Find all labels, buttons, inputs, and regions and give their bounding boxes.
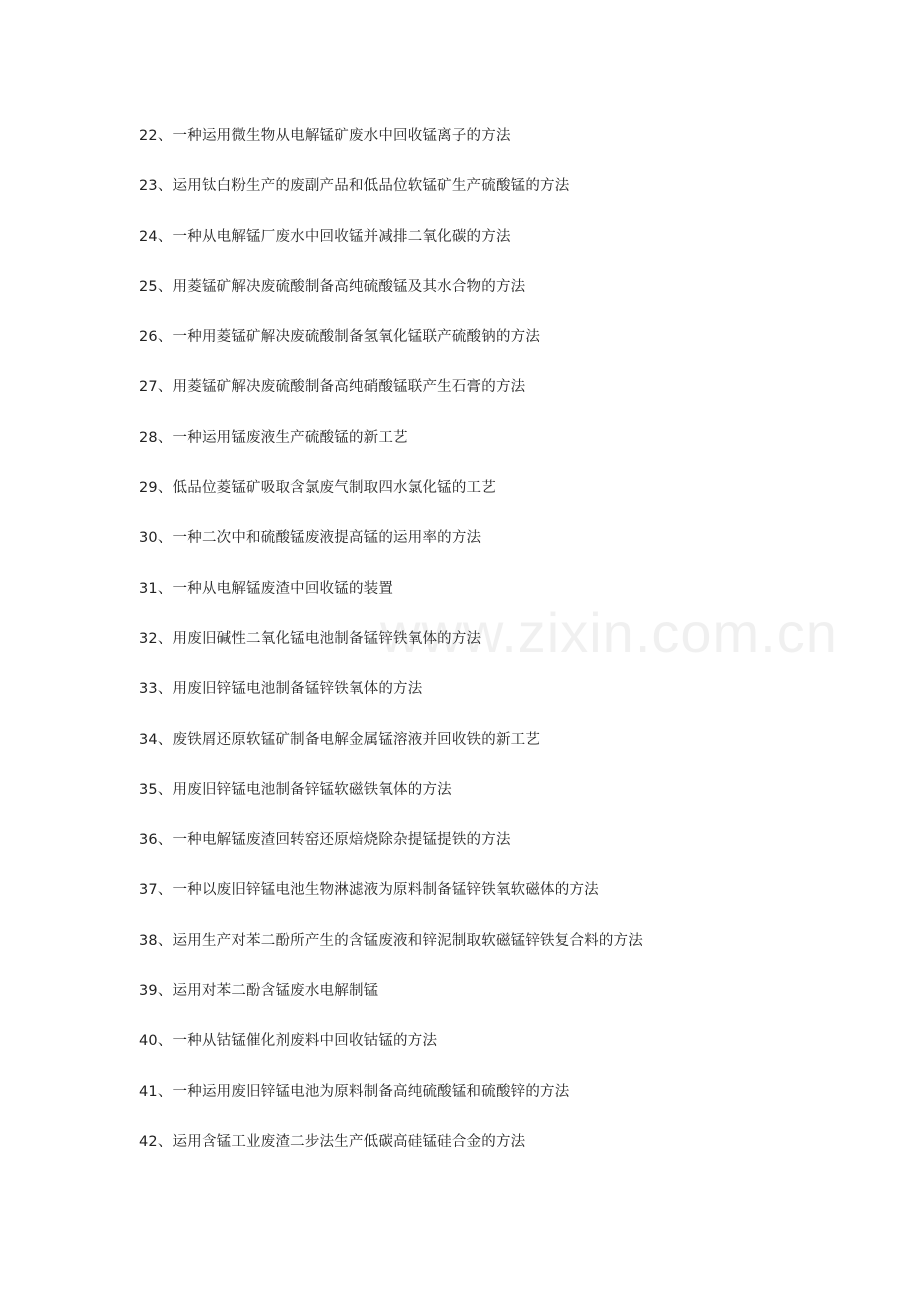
- list-item: 41、一种运用废旧锌锰电池为原料制备高纯硫酸锰和硫酸锌的方法: [139, 1083, 570, 1100]
- list-item: 31、一种从电解锰废渣中回收锰的装置: [139, 580, 394, 597]
- list-item: 42、运用含锰工业废渣二步法生产低碳高硅锰硅合金的方法: [139, 1133, 526, 1150]
- list-item: 24、一种从电解锰厂废水中回收锰并减排二氧化碳的方法: [139, 228, 511, 245]
- list-item: 35、用废旧锌锰电池制备锌锰软磁铁氧体的方法: [139, 781, 452, 798]
- list-item: 33、用废旧锌锰电池制备锰锌铁氧体的方法: [139, 681, 423, 698]
- list-item: 26、一种用菱锰矿解决废硫酸制备氢氧化锰联产硫酸钠的方法: [139, 329, 541, 346]
- list-item: 25、用菱锰矿解决废硫酸制备高纯硫酸锰及其水合物的方法: [139, 278, 526, 295]
- list-item: 27、用菱锰矿解决废硫酸制备高纯硝酸锰联产生石膏的方法: [139, 379, 526, 396]
- list-item: 40、一种从钴锰催化剂废料中回收钴锰的方法: [139, 1033, 438, 1050]
- list-item: 23、运用钛白粉生产的废副产品和低品位软锰矿生产硫酸锰的方法: [139, 178, 570, 195]
- list-item: 38、运用生产对苯二酚所产生的含锰废液和锌泥制取软磁锰锌铁复合料的方法: [139, 932, 643, 949]
- list-item: 32、用废旧碱性二氧化锰电池制备锰锌铁氧体的方法: [139, 630, 482, 647]
- list-item: 39、运用对苯二酚含锰废水电解制锰: [139, 983, 379, 1000]
- list-item: 34、废铁屑还原软锰矿制备电解金属锰溶液并回收铁的新工艺: [139, 731, 541, 748]
- list-item: 30、一种二次中和硫酸锰废液提高锰的运用率的方法: [139, 530, 482, 547]
- watermark: www.zixin.com.cn: [380, 601, 838, 664]
- method-list: [139, 124, 643, 1180]
- list-item: 37、一种以废旧锌锰电池生物淋滤液为原料制备锰锌铁氧软磁体的方法: [139, 882, 599, 899]
- list-item: 28、一种运用锰废液生产硫酸锰的新工艺: [139, 429, 408, 446]
- list-item: 29、低品位菱锰矿吸取含氯废气制取四水氯化锰的工艺: [139, 480, 496, 497]
- list-item: 22、一种运用微生物从电解锰矿废水中回收锰离子的方法: [139, 128, 511, 144]
- list-item: 36、一种电解锰废渣回转窑还原焙烧除杂提锰提铁的方法: [139, 832, 511, 849]
